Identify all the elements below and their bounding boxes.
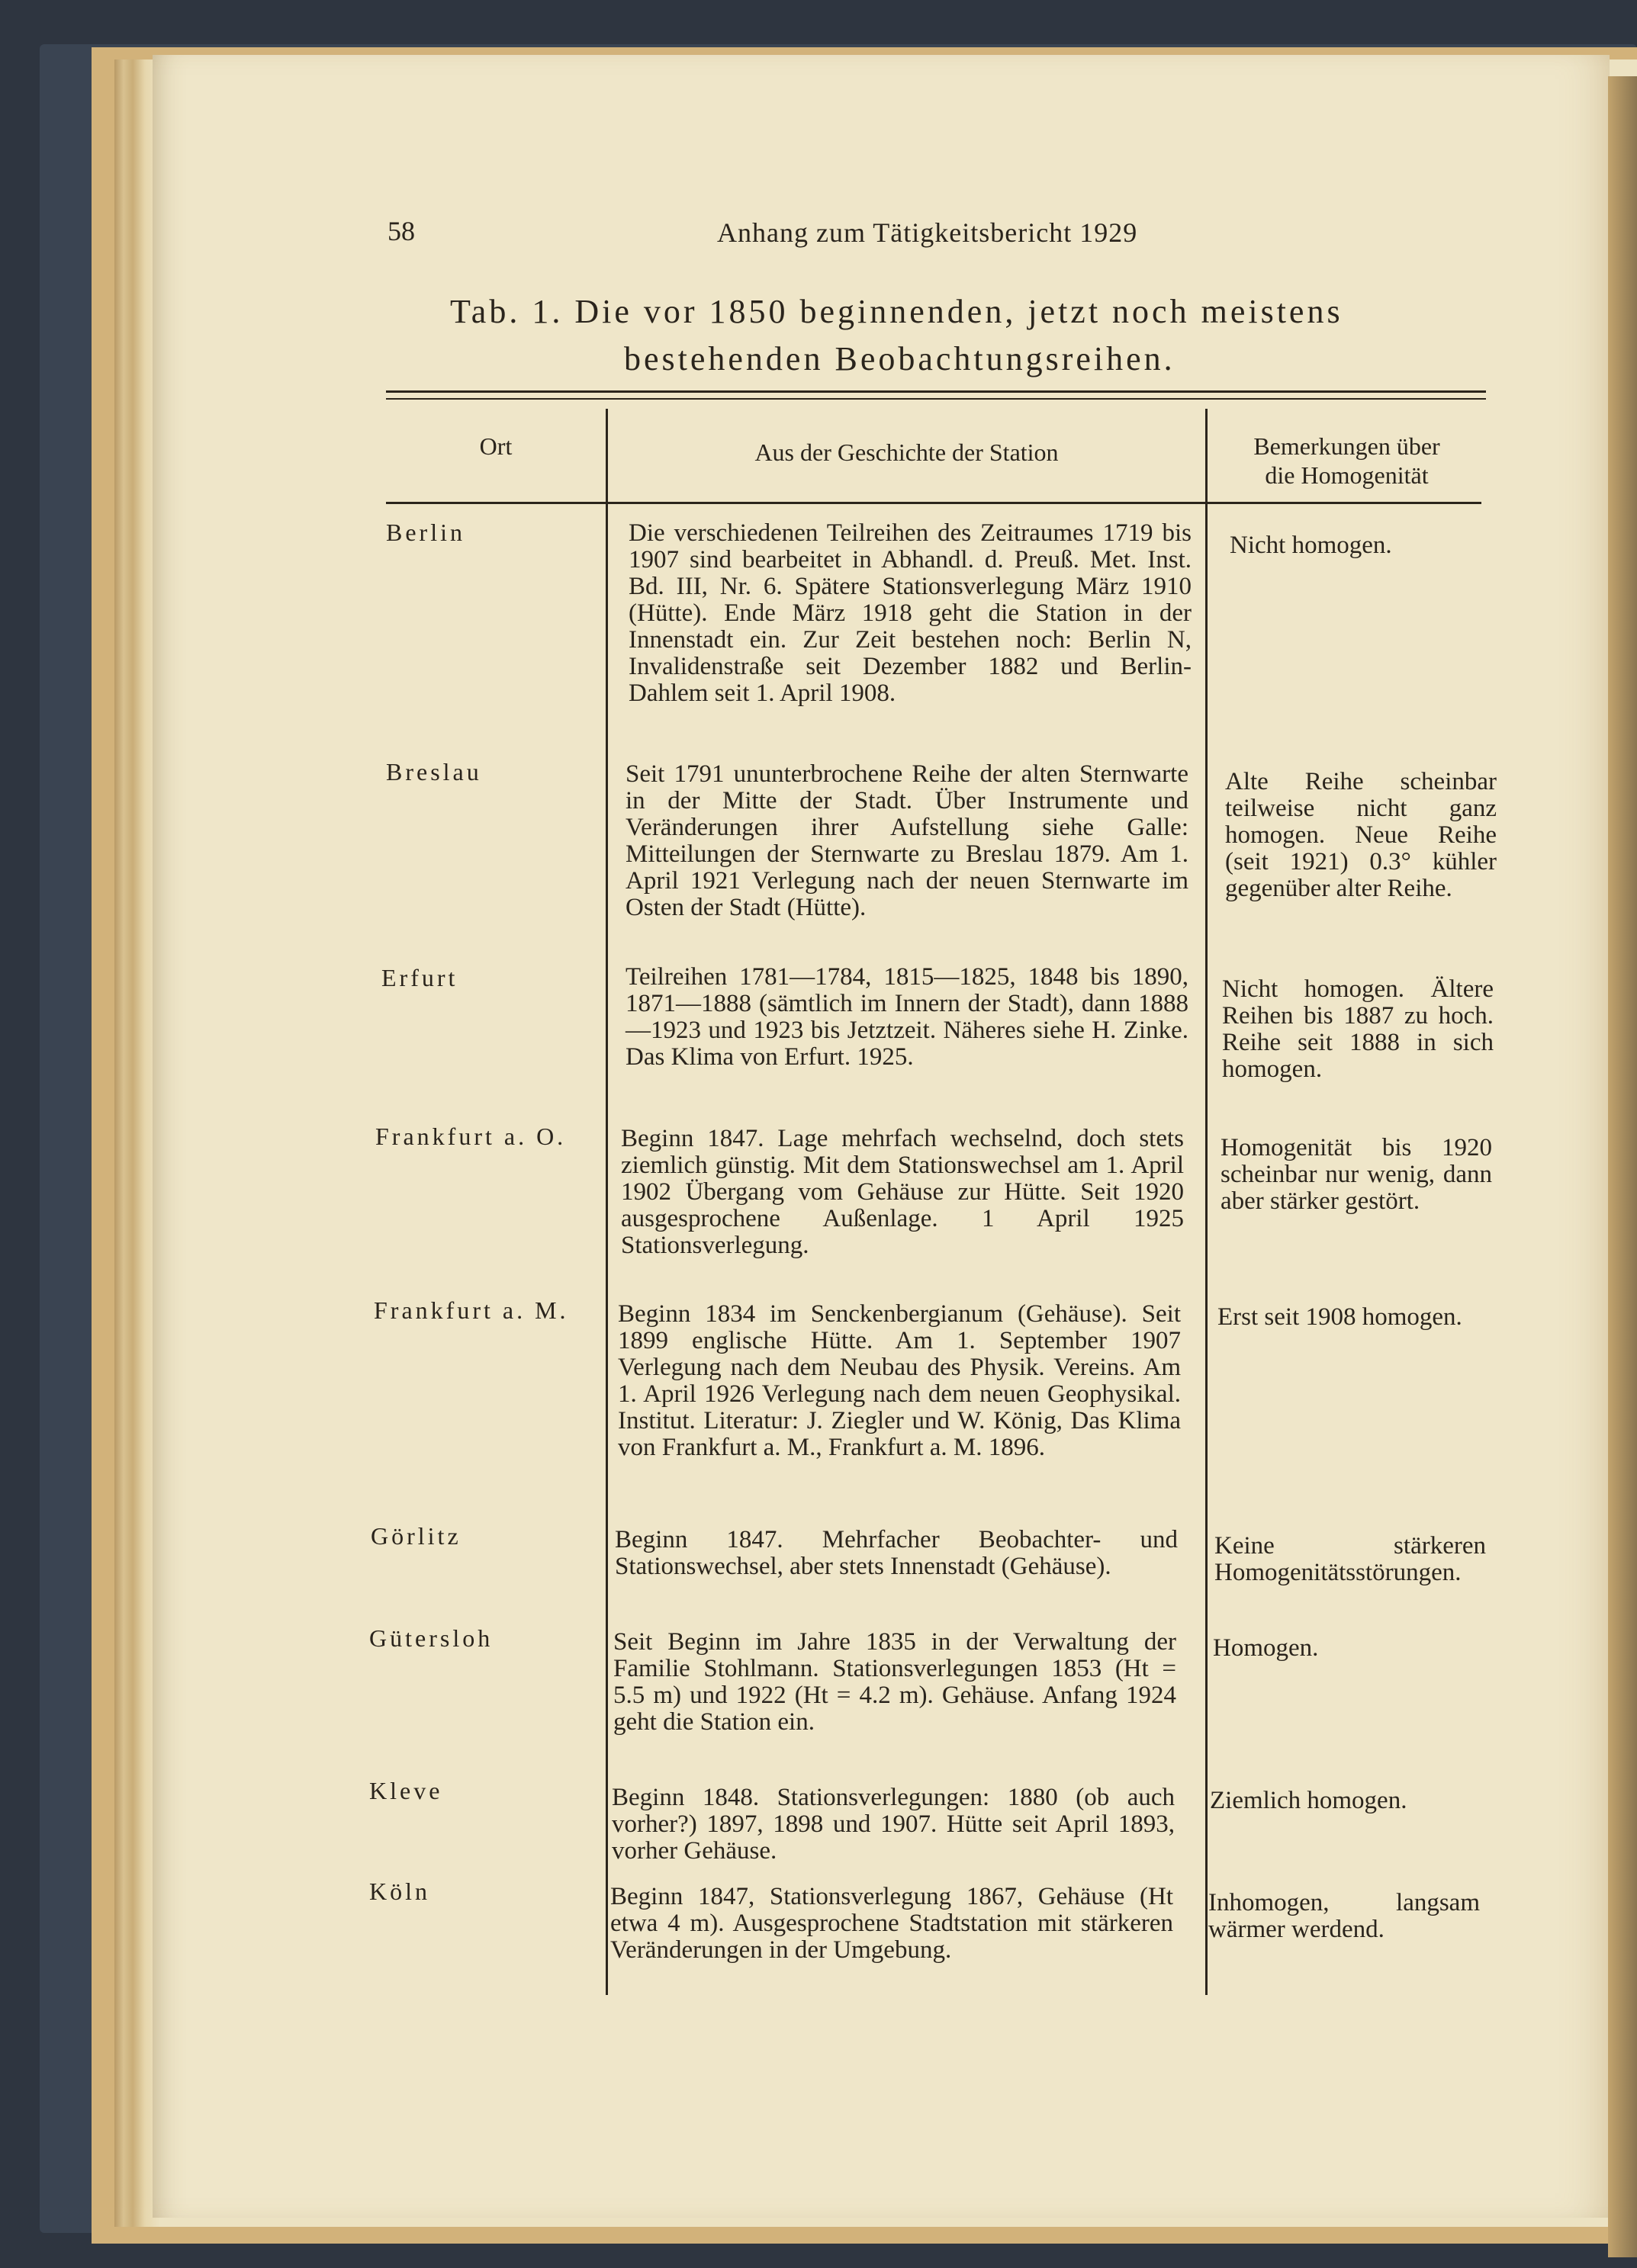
table-cell-place: Frankfurt a. M. bbox=[374, 1296, 569, 1324]
table-top-rule-thin bbox=[386, 398, 1486, 400]
table-cell-remark: Nicht homogen. bbox=[1230, 532, 1392, 559]
table-cell-remark: Keine stärkeren Homogenitätsstörungen. bbox=[1214, 1532, 1486, 1586]
book-gutter bbox=[1608, 76, 1637, 2257]
column-header-remarks bbox=[1208, 432, 1486, 490]
table-cell-history: Teilreihen 1781—1784, 1815—1825, 1848 bis 1890, 1871—1888 (sämtlich im Innern der Stadt), dann 1888—1923 und 1923 bis Jetztzeit. Näheres siehe H. Zinke. Das Klima von Erfurt. 1925. bbox=[626, 963, 1188, 1071]
table-cell-remark: Homogenität bis 1920 scheinbar nur wenig, dann aber stärker gestört. bbox=[1221, 1134, 1492, 1215]
table-cell-remark: Alte Reihe scheinbar teilweise nicht ganz homogen. Neue Reihe (seit 1921) 0.3° kühler gegenüber alter Reihe. bbox=[1225, 768, 1497, 902]
table-cell-history: Seit Beginn im Jahre 1835 in der Verwaltung der Familie Stohlmann. Stationsverlegungen 1853 (Ht = 5.5 m) und 1922 (Ht = 4.2 m). Gehäuse. Anfang 1924 geht die Station ein. bbox=[613, 1628, 1176, 1736]
table-cell-history: Beginn 1848. Stationsverlegungen: 1880 (ob auch vorher?) 1897, 1898 und 1907. Hütte seit April 1893, vorher Gehäuse. bbox=[612, 1784, 1175, 1865]
column-divider-left bbox=[606, 409, 608, 1995]
table-cell-history: Beginn 1847, Stationsverlegung 1867, Gehäuse (Ht etwa 4 m). Ausgesprochene Stadtstation mit stärkeren Veränderungen in der Umgebung. bbox=[610, 1883, 1173, 1964]
table-caption-line2: bestehenden Beobachtungsreihen. bbox=[624, 340, 1175, 377]
table-cell-history: Beginn 1847. Lage mehrfach wechselnd, doch stets ziemlich günstig. Mit dem Stationswechsel am 1. April 1902 Übergang vom Gehäuse zur Hütte. Seit 1920 ausgesprochene Außenlage. 1 April 1925 Stationsverlegung. bbox=[621, 1125, 1184, 1259]
table-cell-place: Berlin bbox=[386, 519, 465, 546]
table-cell-history: Die verschiedenen Teilreihen des Zeitraumes 1719 bis 1907 sind bearbeitet in Abhandl. d. Preuß. Met. Inst. Bd. III, Nr. 6. Spätere Stationsverlegung März 1910 (Hütte). Ende März 1918 geht die Station in der Innenstadt ein. Zur Zeit bestehen noch: Berlin N, Invalidenstraße seit Dezember 1882 und Berlin-Dahlem seit 1. April 1908. bbox=[629, 519, 1192, 707]
table-cell-place: Breslau bbox=[386, 758, 482, 785]
table-cell-remark: Inhomogen, langsam wärmer werdend. bbox=[1208, 1889, 1480, 1943]
column-header-place: Ort bbox=[479, 432, 513, 460]
table-cell-remark: Ziemlich homogen. bbox=[1210, 1787, 1407, 1814]
table-cell-place: Erfurt bbox=[381, 964, 458, 991]
table-caption-line1: Tab. 1. Die vor 1850 beginnenden, jetzt noch meistens bbox=[450, 293, 1343, 330]
column-divider-right bbox=[1205, 409, 1208, 1995]
column-header-remarks-line1: Bemerkungen über bbox=[1253, 432, 1440, 460]
table-cell-place: Kleve bbox=[369, 1777, 443, 1804]
column-header-history: Aus der Geschichte der Station bbox=[754, 439, 1059, 466]
table-top-rule bbox=[386, 390, 1486, 393]
table-cell-place: Köln bbox=[369, 1878, 430, 1905]
table-cell-remark: Nicht homogen. Ältere Reihen bis 1887 zu hoch. Reihe seit 1888 in sich homogen. bbox=[1222, 975, 1494, 1083]
table-cell-remark: Erst seit 1908 homogen. bbox=[1217, 1303, 1462, 1331]
table-cell-place: Görlitz bbox=[371, 1522, 462, 1550]
table-cell-history: Beginn 1847. Mehrfacher Beobachter- und Stationswechsel, aber stets Innenstadt (Gehäuse). bbox=[615, 1526, 1178, 1580]
table-caption bbox=[450, 288, 1518, 383]
table-cell-history: Beginn 1834 im Senckenbergianum (Gehäuse). Seit 1899 englische Hütte. Am 1. September 1907 Verlegung nach dem Neubau des Physik. Vereins. Am 1. April 1926 Verlegung nach dem neuen Geophysikal. Institut. Literatur: J. Ziegler und W. König, Das Klima von Frankfurt a. M., Frankfurt a. M. 1896. bbox=[618, 1300, 1181, 1461]
page-number: 58 bbox=[388, 216, 415, 246]
table-cell-place: Gütersloh bbox=[369, 1624, 494, 1652]
table-cell-history: Seit 1791 ununterbrochene Reihe der alten Sternwarte in der Mitte der Stadt. Über Instrumente und Veränderungen ihrer Aufstellung siehe Galle: Mitteilungen der Sternwarte zu Breslau 1879. Am 1. April 1921 Verlegung nach der neuen Sternwarte im Osten der Stadt (Hütte). bbox=[626, 760, 1188, 921]
running-title: Anhang zum Tätigkeitsbericht 1929 bbox=[717, 217, 1138, 248]
table-cell-remark: Homogen. bbox=[1213, 1634, 1319, 1662]
table-header-rule bbox=[386, 502, 1481, 504]
column-header-remarks-line2: die Homogenität bbox=[1265, 461, 1429, 489]
table-cell-place: Frankfurt a. O. bbox=[375, 1123, 567, 1150]
